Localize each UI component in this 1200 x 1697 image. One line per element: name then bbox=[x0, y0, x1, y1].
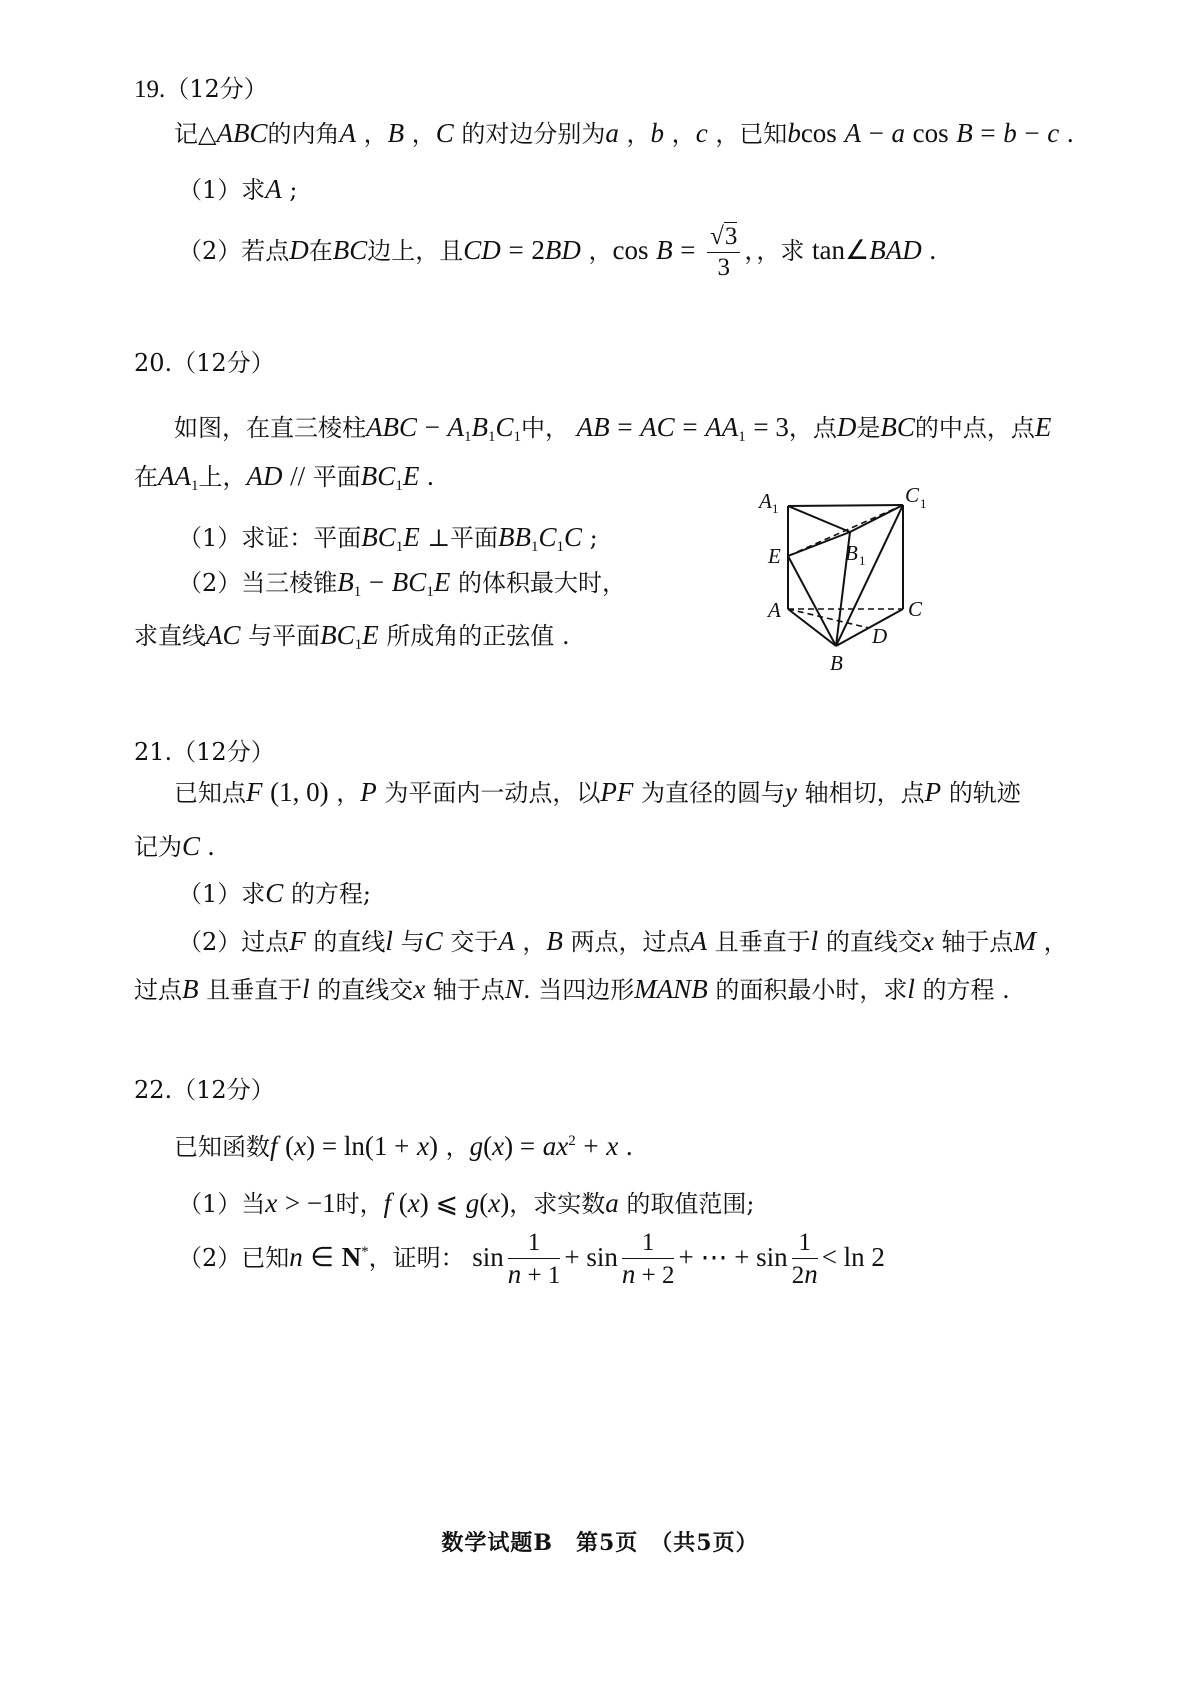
q20-part2: （2）当三棱锥$B_1 - BC_1E$ 的体积最大时， bbox=[178, 567, 626, 600]
q19-part2: （2）若点D在BC边上，且CD = 2BD ，cos B = $\frac{√3}{3}$ ，，求 tan∠BAD . bbox=[178, 223, 937, 281]
label-A: A bbox=[768, 598, 781, 622]
q21-stem-line2: 记为C . bbox=[134, 831, 215, 861]
label-A1-sub: 1 bbox=[772, 501, 779, 516]
label-A1: A bbox=[759, 489, 772, 513]
label-D: D bbox=[872, 624, 888, 648]
q19-stem: 记△ABC的内角A ，B ，C 的对边分别为a ，b ，c ，已知bcos A − a cos B = b − c . bbox=[174, 118, 1074, 148]
label-C1: C bbox=[905, 483, 920, 507]
prism-figure bbox=[755, 478, 955, 678]
q20-stem-line2: 在$AA_1$上，AD // 平面$BC_1E$ . bbox=[134, 461, 434, 494]
q21-header: 21.（12分） bbox=[134, 738, 275, 766]
q22-part1: （1）当x > −1时，f (x) ⩽ g(x)，求实数a 的取值范围; bbox=[178, 1188, 755, 1218]
q20-stem-line1: 如图，在直三棱柱ABC − $A_1B_1C_1$中， AB = AC = $AA_1 = 3$，点D是BC的中点，点E bbox=[174, 412, 1052, 445]
q21-part1: （1）求C 的方程; bbox=[178, 878, 372, 908]
q21-part2-line2: 过点B 且垂直于l 的直线交x 轴于点N. 当四边形MANB 的面积最小时，求l 的方程 . bbox=[134, 974, 1010, 1004]
label-C: C bbox=[908, 597, 923, 621]
q21-stem-line1: 已知点F (1, 0) ，P 为平面内一动点，以PF 为直径的圆与y 轴相切，点P 的轨迹 bbox=[174, 777, 1021, 807]
q22-part2: （2）已知n ∈ N*，证明： sin $\frac{1}{n + 1}$ + sin $\frac{1}{n + 2}$ + ⋯ + sin $\frac{1}{2n}$ < ln 2 bbox=[178, 1229, 885, 1289]
label-B1: B bbox=[845, 541, 858, 565]
page-footer: 数学试题B 第5页 （共5页） bbox=[441, 1530, 759, 1556]
q22-header: 22.（12分） bbox=[134, 1076, 275, 1104]
q19-header: 19.（12分） bbox=[134, 75, 268, 103]
q22-stem: 已知函数f (x) = ln(1 + x) ，$g(x) = ax^2 + x$ . bbox=[174, 1131, 633, 1161]
q20-part1: （1）求证：平面$BC_1E$ ⊥平面$BB_1C_1C$ ; bbox=[178, 522, 598, 555]
label-B: B bbox=[830, 651, 843, 675]
q20-header: 20.（12分） bbox=[134, 349, 275, 377]
q21-part2-line1: （2）过点F 的直线l 与C 交于A ，B 两点，过点A 且垂直于l 的直线交x 轴于点M ， bbox=[178, 926, 1068, 956]
q20-part2-cont: 求直线AC 与平面$BC_1E$ 所成角的正弦值 . bbox=[134, 620, 570, 653]
q19-part1: （1）求A ; bbox=[178, 174, 298, 204]
label-E: E bbox=[768, 544, 781, 568]
label-B1-sub: 1 bbox=[859, 553, 866, 568]
label-C1-sub: 1 bbox=[920, 496, 927, 511]
